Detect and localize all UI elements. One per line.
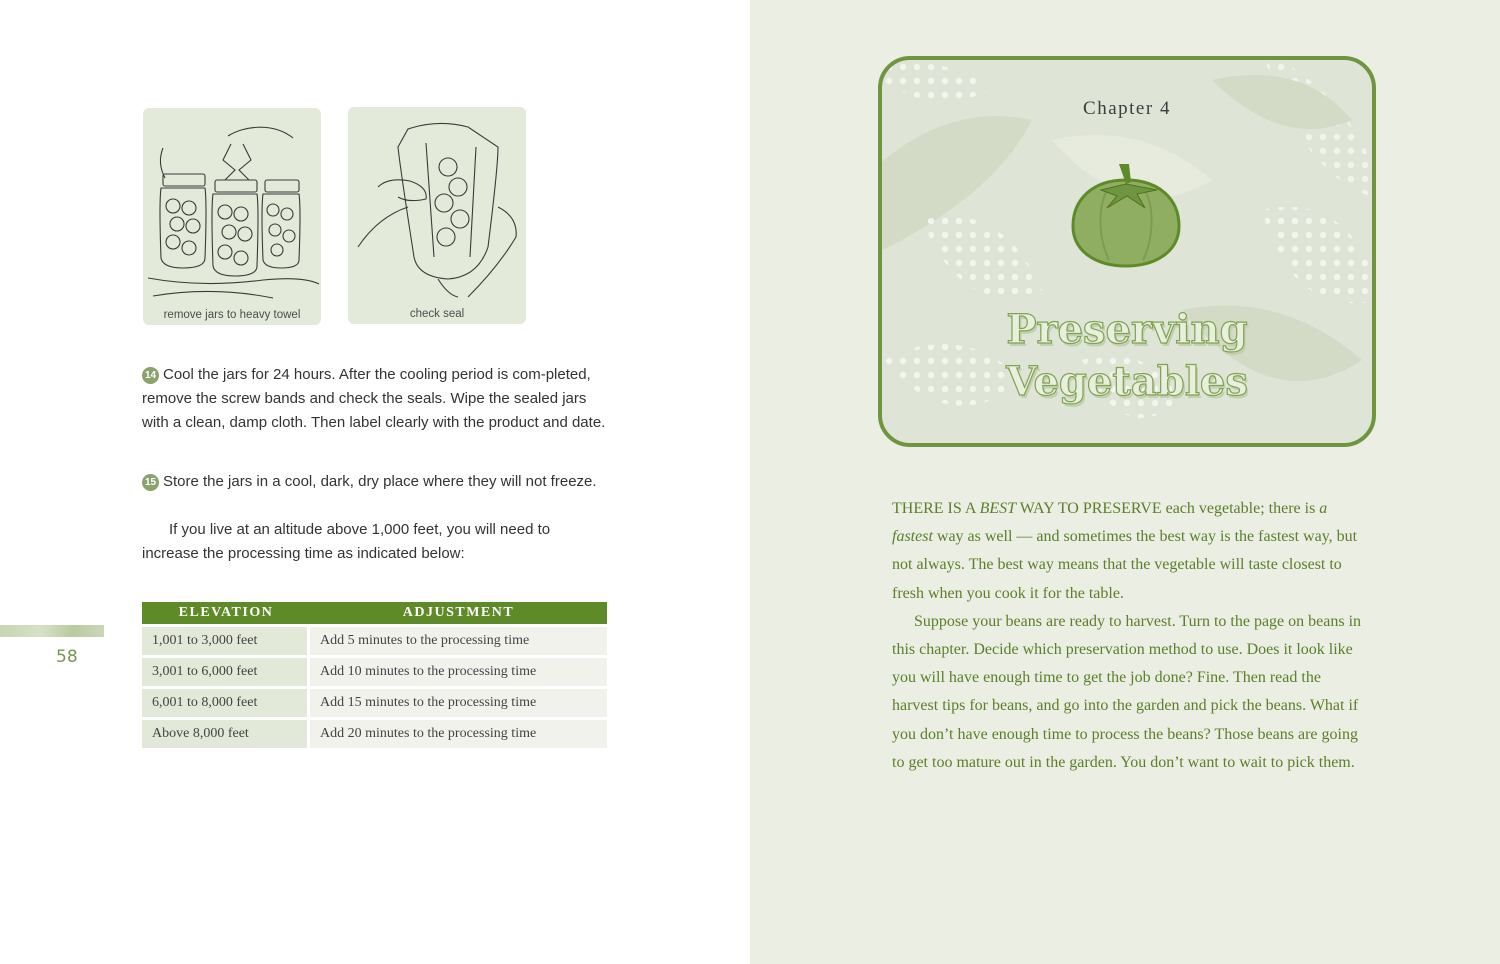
table-row xyxy=(142,689,607,717)
adjustment-cell: Add 20 minutes to the processing time xyxy=(310,720,607,748)
step-text: Cool the jars for 24 hours. After the cooling period is com-pleted, remove the screw bands and check the seals. Wipe the sealed jars with a clean, damp cloth. Then label clearly with the product and date. xyxy=(142,366,606,431)
chapter-intro-text xyxy=(892,495,1362,777)
chapter-title-line: Preserving xyxy=(1006,306,1248,353)
table-header-row xyxy=(142,602,607,624)
elevation-cell: 3,001 to 6,000 feet xyxy=(142,658,310,686)
step-number-badge: 15 xyxy=(142,474,159,491)
altitude-intro: If you live at an altitude above 1,000 feet, you will need to increase the processing time as indicated below: xyxy=(142,521,551,562)
chapter-opener-panel xyxy=(878,56,1376,447)
emphasis-text: a fastest xyxy=(892,500,1328,546)
tomato-icon xyxy=(1067,160,1185,270)
illustration-caption: remove jars to heavy towel xyxy=(163,309,301,321)
jar-hands-sketch xyxy=(348,107,526,324)
chapter-title xyxy=(882,304,1372,408)
elevation-cell: 1,001 to 3,000 feet xyxy=(142,627,310,655)
elevation-cell: 6,001 to 8,000 feet xyxy=(142,689,310,717)
paragraph: Suppose your beans are ready to harvest. Turn to the page on beans in this chapter. Decide which preservation method to use. Does it look like you will have enough time to get the job done? Fine. Then read the harvest tips for beans, and go into the garden and pick the beans. What if you don’t have enough time to process the beans? Those beans are going to get too mature out in the garden. You don’t want to wait to pick them. xyxy=(892,612,1362,771)
step-14 xyxy=(142,363,612,435)
elevation-cell: Above 8,000 feet xyxy=(142,720,310,748)
column-header-elevation: ELEVATION xyxy=(142,602,310,624)
lead-caps: THERE IS A xyxy=(892,500,980,517)
adjustment-cell: Add 10 minutes to the processing time xyxy=(310,658,607,686)
paragraph-text: way as well — and sometimes the best way is the fastest way, but not always. The best way means that the vegetable will taste closest to fresh when you cook it for the table. xyxy=(892,528,1358,602)
page-number: 58 xyxy=(56,647,78,667)
jars-sketch xyxy=(143,108,321,325)
illustration-caption: check seal xyxy=(409,308,465,320)
column-header-adjustment: ADJUSTMENT xyxy=(310,602,607,624)
step-number-badge: 14 xyxy=(142,367,159,384)
paragraph-text: each vegetable; there is xyxy=(1161,500,1320,517)
table-row xyxy=(142,627,607,655)
illustration-remove-jars xyxy=(143,108,321,325)
lead-emphasis: BEST xyxy=(979,500,1017,517)
chapter-label: Chapter 4 xyxy=(1083,98,1171,119)
paragraph xyxy=(892,495,1362,608)
step-text: Store the jars in a cool, dark, dry place where they will not freeze. xyxy=(163,473,597,490)
table-row xyxy=(142,720,607,748)
table-row xyxy=(142,658,607,686)
step-15 xyxy=(142,470,612,494)
lead-caps: WAY TO PRESERVE xyxy=(1016,500,1162,517)
altitude-adjustment-table xyxy=(142,599,607,751)
page-tab-strip xyxy=(0,625,104,637)
illustration-check-seal xyxy=(348,107,526,324)
chapter-title-line: Vegetables xyxy=(1006,358,1248,405)
adjustment-cell: Add 15 minutes to the processing time xyxy=(310,689,607,717)
adjustment-cell: Add 5 minutes to the processing time xyxy=(310,627,607,655)
